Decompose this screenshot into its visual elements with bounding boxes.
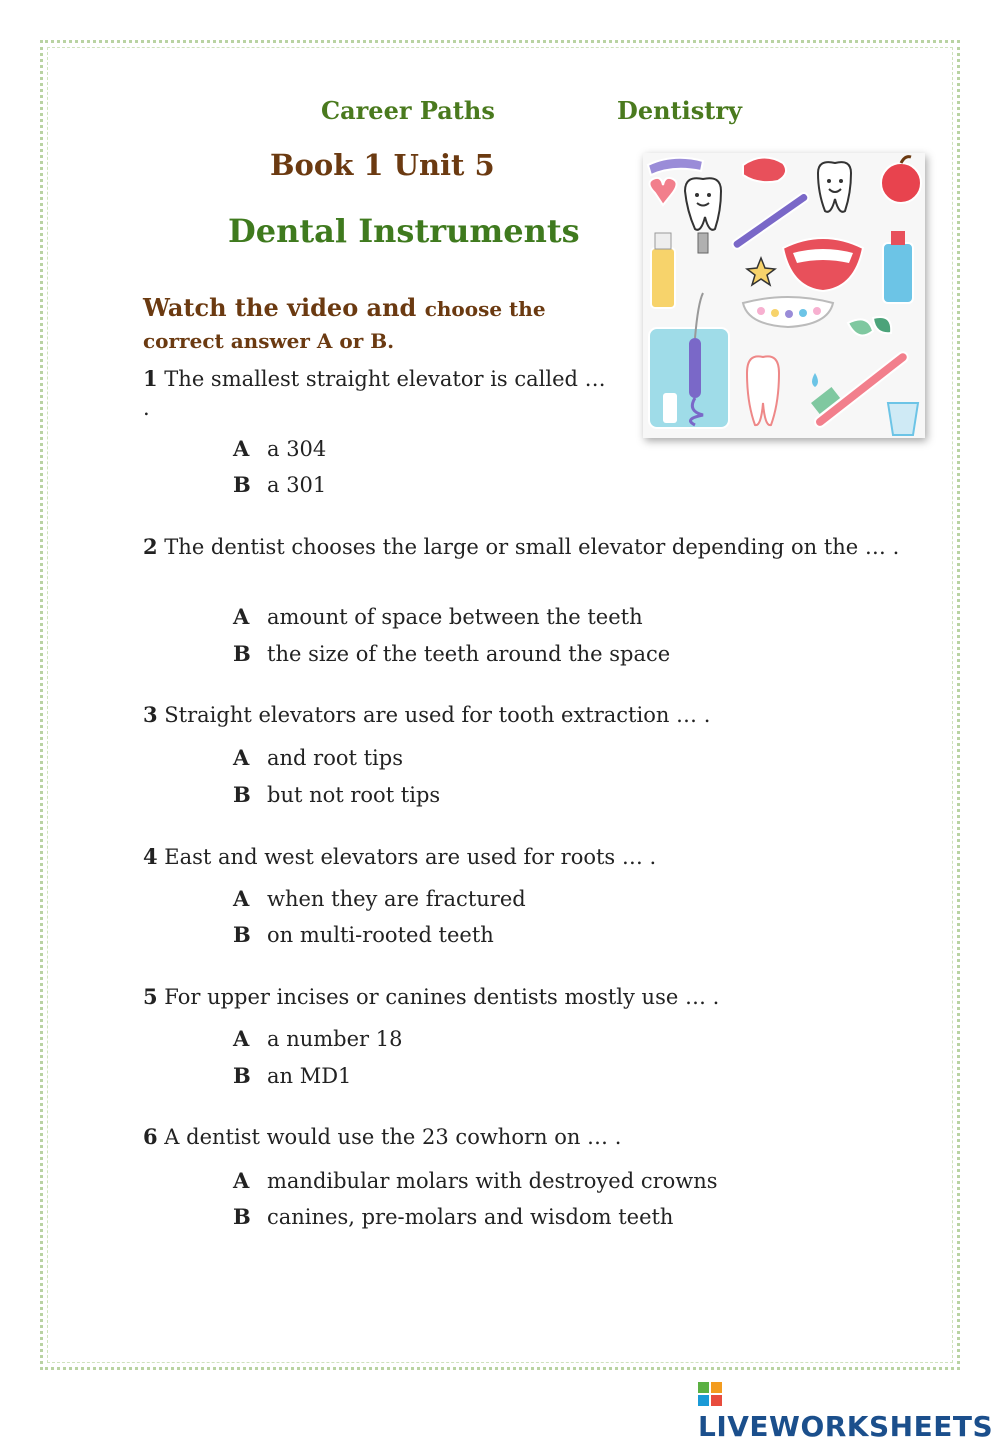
q4-option-b[interactable]: B on multi-rooted teeth bbox=[233, 922, 494, 947]
q2-option-a[interactable]: A amount of space between the teeth bbox=[233, 604, 643, 629]
question-1: 1 The smallest straight elevator is called … . bbox=[143, 366, 606, 420]
instruction-part2: choose the correct answer A or B. bbox=[143, 297, 546, 353]
q5-option-a[interactable]: A a number 18 bbox=[233, 1026, 403, 1051]
q6-option-a[interactable]: A mandibular molars with destroyed crowns bbox=[233, 1168, 718, 1193]
question-6: 6 A dentist would use the 23 cowhorn on … . bbox=[143, 1124, 622, 1149]
dental-illustration bbox=[643, 153, 925, 438]
q2-option-b[interactable]: B the size of the teeth around the space bbox=[233, 641, 671, 666]
q5-option-b[interactable]: B an MD1 bbox=[233, 1063, 352, 1088]
question-5: 5 For upper incises or canines dentists mostly use … . bbox=[143, 984, 720, 1009]
question-2: 2 The dentist chooses the large or small elevator depending on the … . bbox=[143, 534, 900, 559]
q4-option-a[interactable]: A when they are fractured bbox=[233, 886, 526, 911]
instruction-part1: Watch the video and bbox=[143, 293, 425, 322]
brand-name: LIVEWORKSHEETS bbox=[698, 1410, 994, 1443]
question-4: 4 East and west elevators are used for roots … . bbox=[143, 844, 657, 869]
liveworksheets-logo bbox=[698, 1377, 1000, 1443]
course-title: Career Paths bbox=[321, 96, 495, 125]
question-3: 3 Straight elevators are used for tooth extraction … . bbox=[143, 702, 711, 727]
q3-option-b[interactable]: B but not root tips bbox=[233, 782, 441, 807]
subject-title: Dentistry bbox=[617, 96, 742, 125]
q3-option-a[interactable]: A and root tips bbox=[233, 745, 403, 770]
q1-option-b[interactable]: B a 301 bbox=[233, 472, 327, 497]
q1-option-a[interactable]: A a 304 bbox=[233, 436, 327, 461]
q6-option-b[interactable]: B canines, pre-molars and wisdom teeth bbox=[233, 1204, 674, 1229]
liveworksheets-icon bbox=[698, 1382, 722, 1406]
instructions bbox=[143, 292, 613, 358]
worksheet-title: Dental Instruments bbox=[228, 212, 580, 250]
book-unit: Book 1 Unit 5 bbox=[270, 148, 495, 182]
